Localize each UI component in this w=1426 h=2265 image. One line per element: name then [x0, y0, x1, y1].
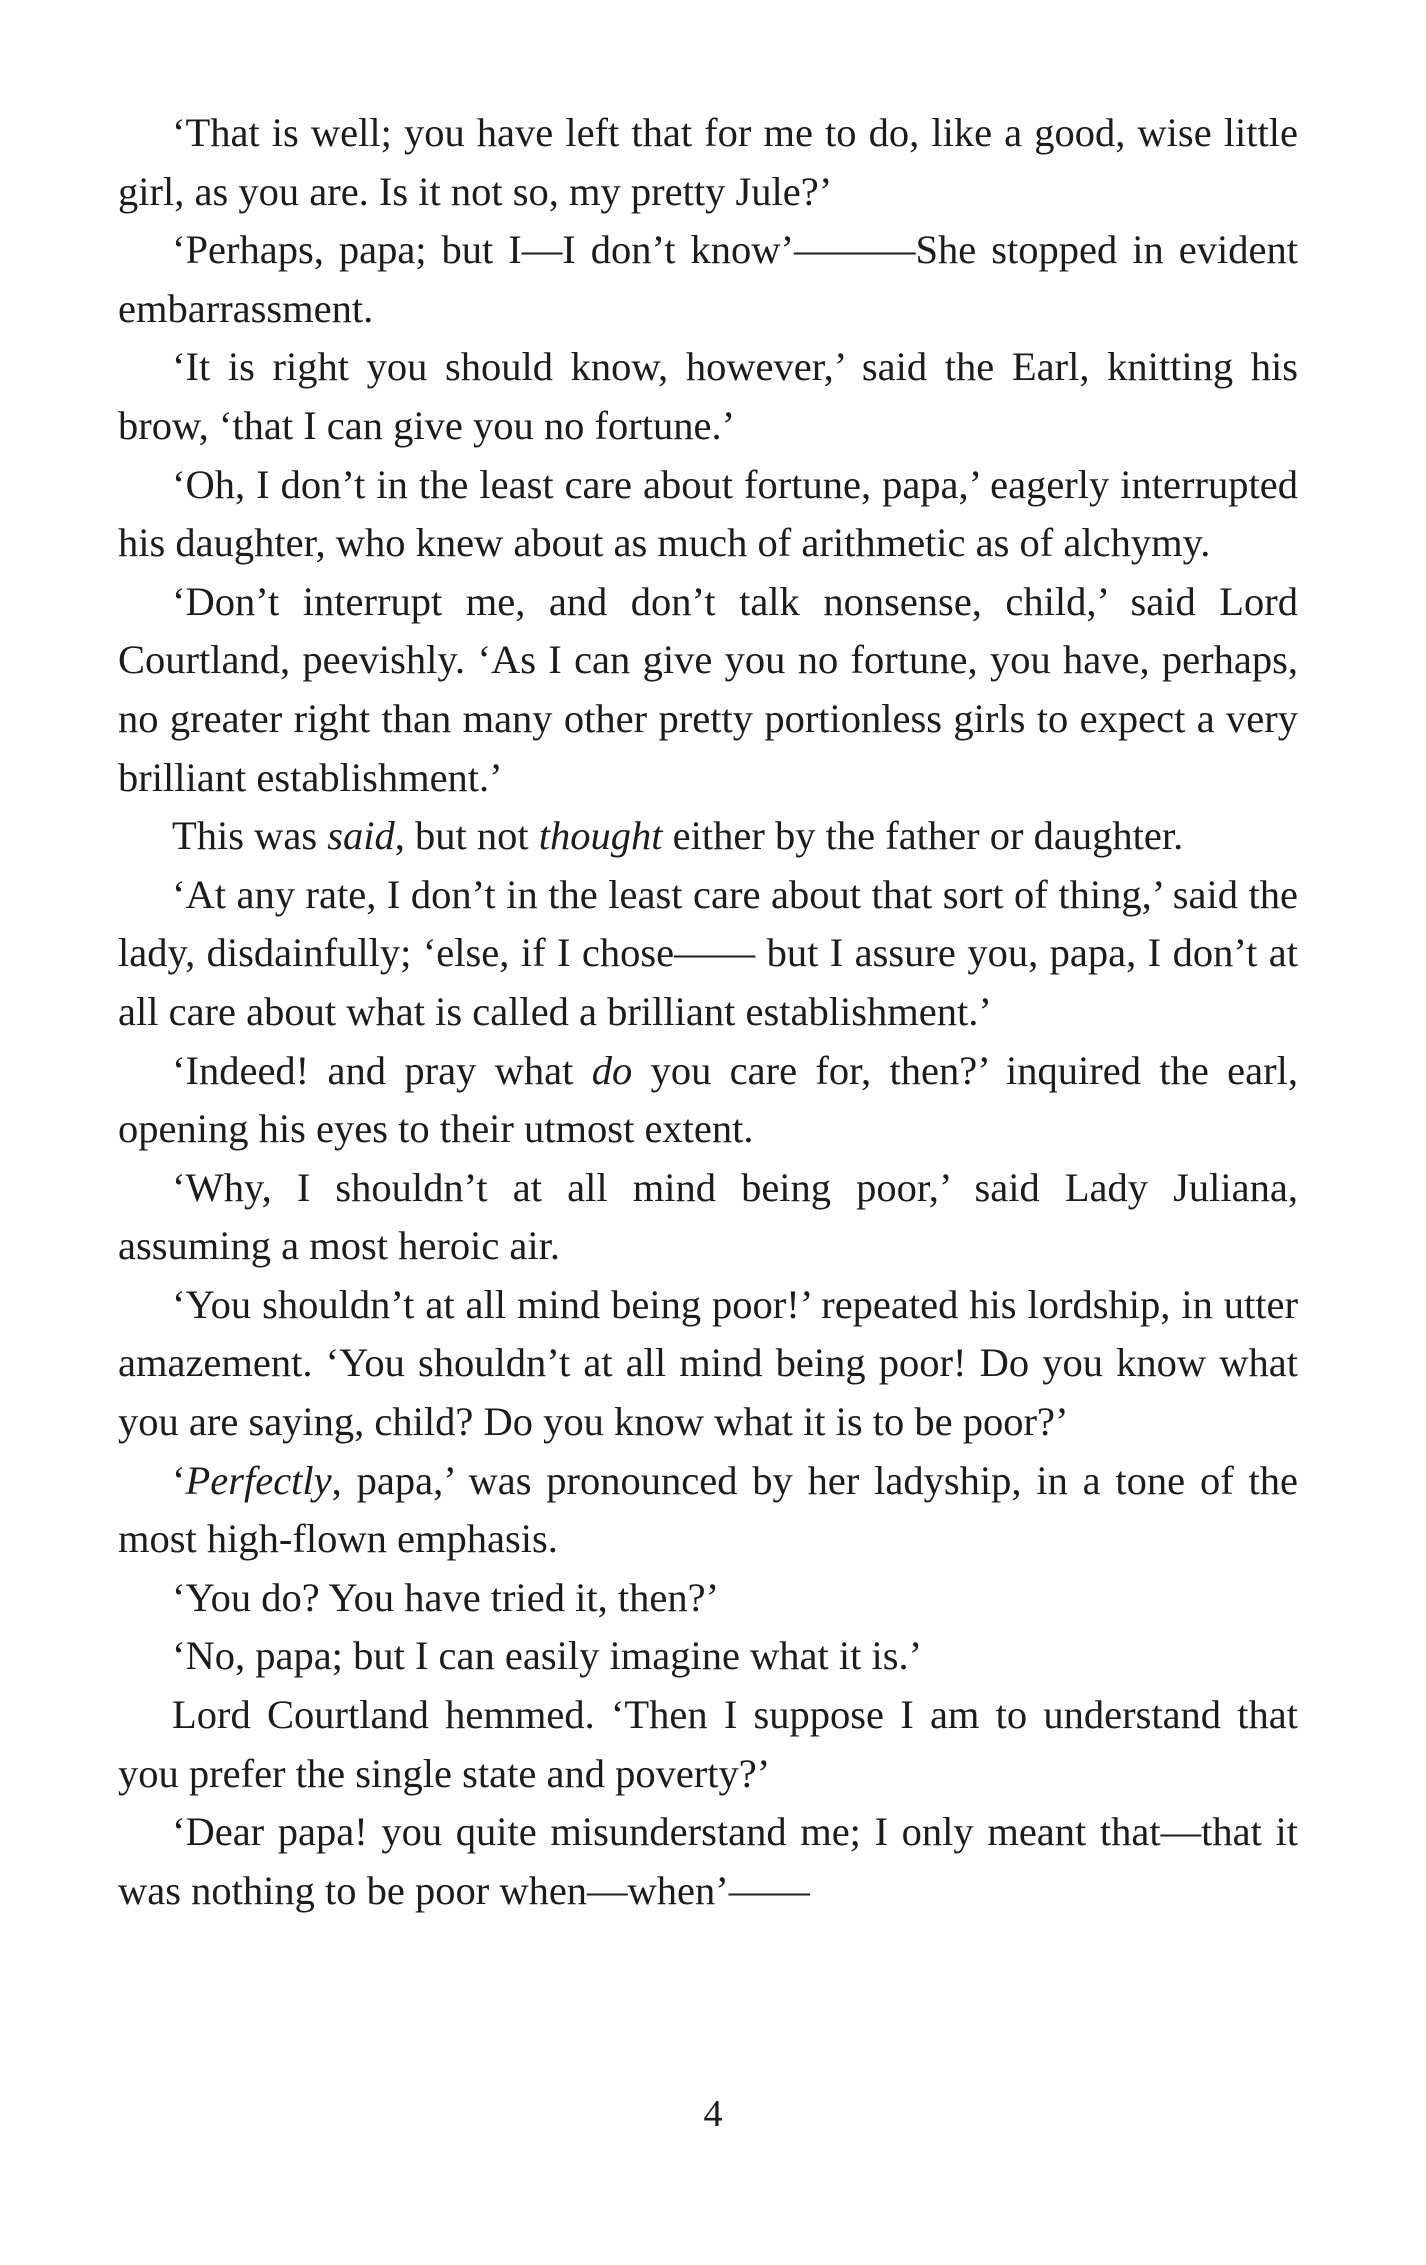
paragraph-7: ‘At any rate, I don’t in the least care about that sort of thing,’ said the lady, disdainfully; ‘else, if I chose—— but I assure you, papa, I don’t at all care about what is called a brilliant establishment.’	[118, 871, 1298, 1034]
paragraph-14: Lord Courtland hemmed. ‘Then I suppose I am to understand that you prefer the single state and poverty?’	[118, 1692, 1298, 1796]
paragraph-4: ‘Oh, I don’t in the least care about fortune, papa,’ eagerly interrupted his daughter, who knew about as much of arithmetic as of alchymy.	[118, 461, 1298, 566]
paragraph-10: ‘You shouldn’t at all mind being poor!’ repeated his lordship, in utter amazement. ‘You shouldn’t at all mind being poor! Do you know what you are saying, child? Do you know what it is to be poor?’	[118, 1281, 1298, 1445]
paragraph-11: ‘Perfectly, papa,’ was pronounced by her ladyship, in a tone of the most high-flown emphasis.	[118, 1457, 1298, 1562]
paragraph-8: ‘Indeed! and pray what do you care for, then?’ inquired the earl, opening his eyes to their utmost extent.	[118, 1047, 1298, 1152]
paragraph-5: ‘Don’t interrupt me, and don’t talk nonsense, child,’ said Lord Courtland, peevishly. ‘As I can give you no fortune, you have, perhaps, no greater right than many other pretty portionless girls to expect a very brilliant establishment.’	[118, 578, 1298, 800]
page-number: 4	[703, 2093, 723, 2135]
paragraph-2: ‘Perhaps, papa; but I—I don’t know’———She stopped in evident embarrassment.	[118, 227, 1298, 331]
italic-perfectly: Perfectly	[185, 1457, 332, 1503]
italic-do: do	[591, 1047, 633, 1093]
paragraph-15: ‘Dear papa! you quite misunderstand me; I only meant that—that it was nothing to be poor when—when’——	[118, 1809, 1298, 1913]
paragraph-12: ‘You do? You have tried it, then?’	[172, 1574, 720, 1620]
paragraph-13: ‘No, papa; but I can easily imagine what it is.’	[172, 1633, 923, 1679]
italic-said: said	[327, 813, 395, 859]
paragraph-1: ‘That is well; you have left that for me to do, like a good, wise little girl, as you are. Is it not so, my pretty Jule?’	[118, 110, 1298, 214]
italic-thought: thought	[538, 813, 663, 859]
paragraph-6: This was said, but not thought either by the father or daughter.	[172, 813, 1184, 859]
paragraph-9: ‘Why, I shouldn’t at all mind being poor,’ said Lady Juliana, assuming a most heroic air.	[118, 1164, 1298, 1269]
body-text	[118, 104, 1298, 1920]
paragraph-3: ‘It is right you should know, however,’ said the Earl, knitting his brow, ‘that I can give you no fortune.’	[118, 344, 1298, 448]
